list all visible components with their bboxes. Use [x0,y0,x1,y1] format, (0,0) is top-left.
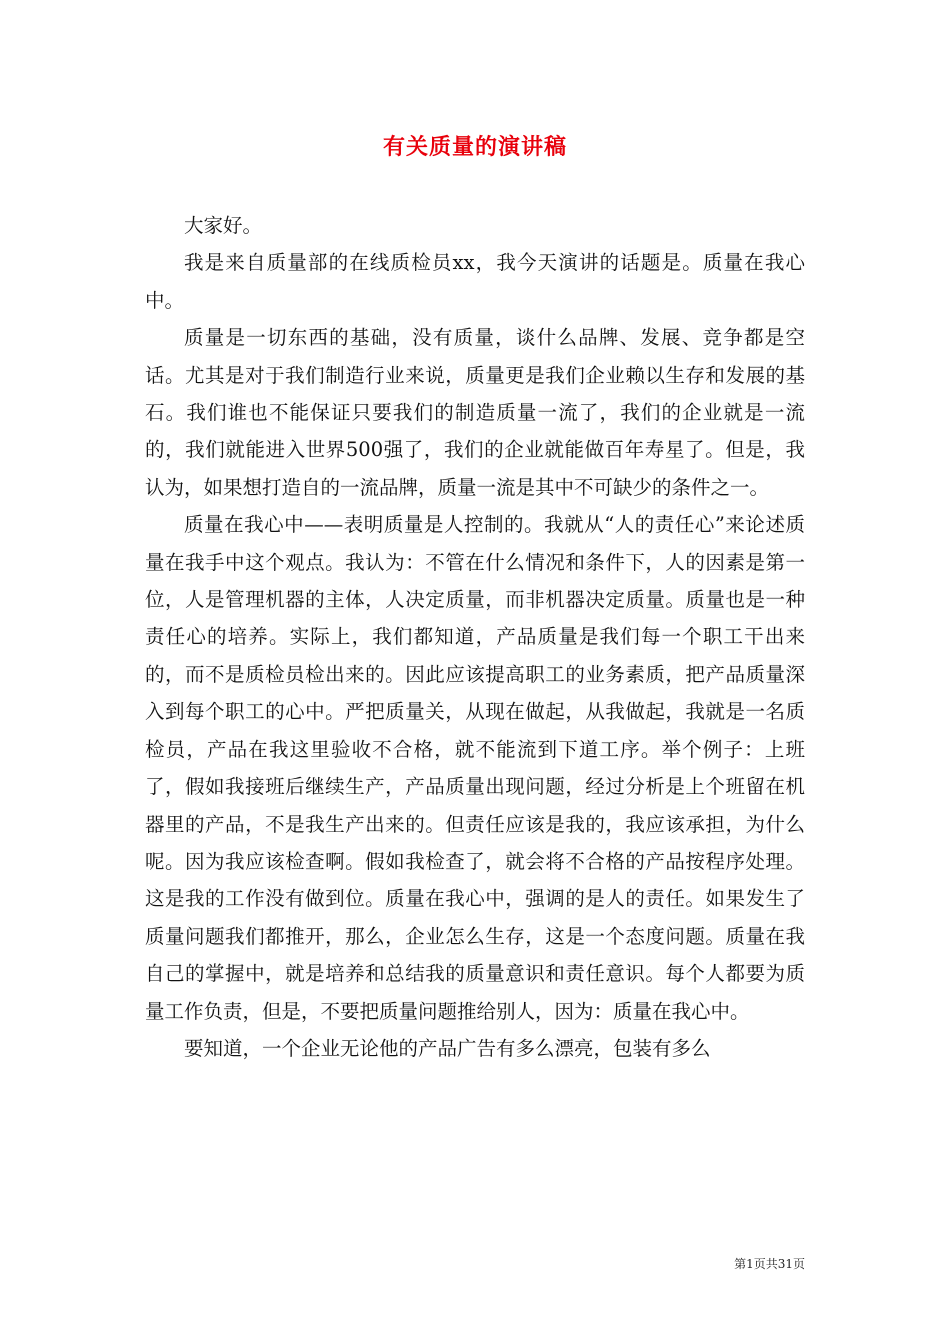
document-title: 有关质量的演讲稿 [382,134,567,160]
paragraph-greeting: 大家好。 [184,214,263,237]
paragraph-responsibility: 质量在我心中——表明质量是人控制的。我就从“人的责任心”来论述质量在我手中这个观点。我认为：不管在什么情况和条件下，人的因素是第一位，人是管理机器的主体，人决定质量，而非机器决定质量。质量也是一种责任心的培养。实际上，我们都知道，产品质量是我们每一个职工干出来的，而不是质检员检出来的。因此应该提高职工的业务素质，把产品质量深入到每个职工的心中。严把质量关，从现在做起，从我做起，我就是一名质检员，产品在我这里验收不合格，就不能流到下道工序。举个例子：上班了，假如我接班后继续生产，产品质量出现问题，经过分析是上个班留在机器里的产品，不是我生产出来的。但责任应该是我的，我应该承担，为什么呢。因为我应该检查啊。假如我检查了，就会将不合格的产品按程序处理。这是我的工作没有做到位。质量在我心中，强调的是人的责任。如果发生了质量问题我们都推开，那么，企业怎么生存，这是一个态度问题。质量在我自己的掌握中，就是培养和总结我的质量意识和责任意识。每个人都要为质量工作负责，但是，不要把质量问题推给别人，因为：质量在我心中。 [145,513,805,1023]
paragraph-foundation: 质量是一切东西的基础，没有质量，谈什么品牌、发展、竞争都是空话。尤其是对于我们制造行业来说，质量更是我们企业赖以生存和发展的基石。我们谁也不能保证只要我们的制造质量一流了，我们的企业就是一流的，我们就能进入世界500强了，我们的企业就能做百年寿星了。但是，我认为，如果想打造自的一流品牌，质量一流是其中不可缺少的条件之一。 [145,326,805,499]
paragraph-continuation: 要知道，一个企业无论他的产品广告有多么漂亮，包装有多么 [184,1036,711,1060]
page-number-footer: 第1页共31页 [734,1257,805,1271]
paragraph-intro: 我是来自质量部的在线质检员xx，我今天演讲的话题是。质量在我心中。 [145,251,805,312]
document-body [145,207,805,1067]
